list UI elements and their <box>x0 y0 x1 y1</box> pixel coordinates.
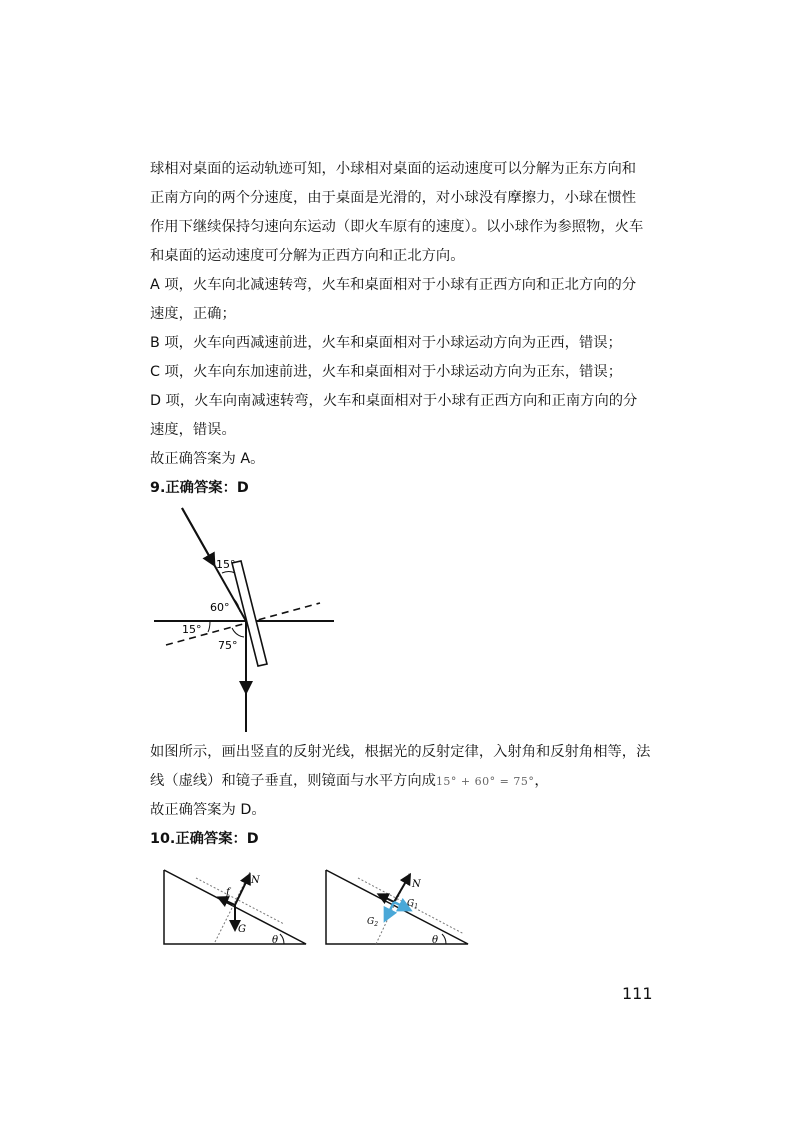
label-theta: θ <box>432 935 439 946</box>
theta-arc <box>442 934 446 944</box>
q9-angle-equation: 15° + 60° = 75° <box>435 775 535 788</box>
q8-option-b: B 项，火车向西减速前进，火车和桌面相对于小球运动方向为正西，错误； <box>150 335 622 351</box>
q9-heading: 9.正确答案：D <box>150 480 249 496</box>
angle-arc-top <box>222 572 235 574</box>
q10-incline-figure-1 <box>160 866 310 950</box>
q9-explanation-comma: ， <box>534 773 549 789</box>
q10-heading: 10.正确答案：D <box>150 831 259 847</box>
q9-explanation-text: 线（虚线）和镜子垂直，则镜面与水平方向成 <box>150 773 436 789</box>
q8-answer: 故正确答案为 A。 <box>150 451 265 467</box>
label-n: N <box>251 875 260 886</box>
angle-label-left: 15° <box>182 623 202 636</box>
angle-label-reflect: 75° <box>218 639 238 652</box>
label-g: G <box>238 924 246 935</box>
q9-answer: 故正确答案为 D。 <box>150 802 266 818</box>
q8-option-c: C 项，火车向东加速前进，火车和桌面相对于小球运动方向为正东，错误； <box>150 364 623 380</box>
incline-triangle <box>326 870 468 944</box>
label-g2: $G_2$ <box>367 917 379 928</box>
force-n-arrow <box>235 878 248 905</box>
q9-explanation-line2 <box>150 767 549 796</box>
q8-paragraph: 球相对桌面的运动轨迹可知，小球相对桌面的运动速度可以分解为正东方向和正南方向的两个分速度，由于桌面是光滑的，对小球没有摩擦力，小球在惯性作用下继续保持匀速向东运动（即火车原有的速度）。以小球作为参照物，火车和桌面的运动速度可分解为正西方向和正北方向。 <box>150 161 644 264</box>
angle-label-top: 15° <box>216 558 236 571</box>
incident-ray-arrow <box>182 508 212 561</box>
label-n: N <box>412 879 421 890</box>
angle-arc-reflect <box>232 628 244 637</box>
angle-label-incident: 60° <box>210 601 230 614</box>
q8-option-a: A 项，火车向北减速转弯，火车和桌面相对于小球有正西方向和正北方向的分速度，正确； <box>150 277 637 322</box>
angle-arc-left <box>208 621 210 632</box>
theta-arc <box>280 934 284 944</box>
q8-option-d: D 项，火车向南减速转弯，火车和桌面相对于小球有正西方向和正南方向的分速度，错误。 <box>150 393 638 438</box>
force-n-arrow <box>394 878 408 902</box>
force-f-arrow <box>382 896 394 902</box>
surface-dotted-line <box>196 878 284 924</box>
page-number: 111 <box>622 984 653 1003</box>
q9-explanation-line1: 如图所示，画出竖直的反射光线，根据光的反射定律，入射角和反射角相等，法 <box>150 744 651 760</box>
q9-reflection-figure <box>140 500 350 740</box>
label-theta: θ <box>272 935 279 946</box>
q10-incline-figure-2 <box>322 866 472 950</box>
label-f: f <box>226 887 230 898</box>
label-g1: $G_1$ <box>407 899 419 910</box>
